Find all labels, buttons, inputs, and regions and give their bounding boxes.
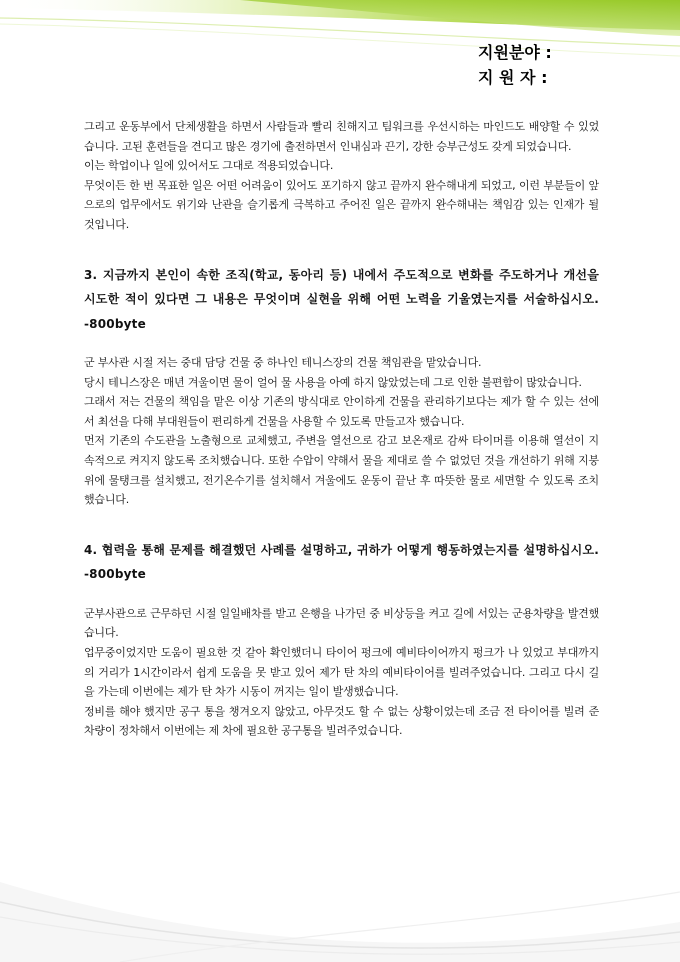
answer-3-paragraph: 먼저 기존의 수도관을 노출형으로 교체했고, 주변을 열선으로 감고 보온재로 감싸 타이머를 이용해 열선이 지속적으로 켜지지 않도록 조치했습니다. 또한 수압이 약해서 물을 제대로 쓸 수 없었던 것을 개선하기 위해 지붕 위에 물탱크를 설치했고, 전기온수기를 설치해서 겨울에도 운동이 끝난 후 따뜻한 물로 세면할 수 있도록 조치했습니다.	[84, 434, 599, 507]
field-label: 지원분야 :	[478, 43, 552, 62]
footer-decorative-waves	[0, 822, 680, 962]
applicant-label: 지 원 자 :	[478, 68, 548, 87]
document-body	[84, 117, 599, 741]
header-green-band	[0, 0, 680, 95]
answer-4-paragraph: 업무중이었지만 도움이 필요한 것 같아 확인했더니 타이어 펑크에 예비타이어까지 펑크가 나 있었고 부대까지의 거리가 1시간이라서 쉽게 도움을 못 받고 있어 제가 탄 차의 예비타이어를 빌려주었습니다. 그리고 다시 길을 가는데 이번에는 제가 탄 차가 시동이 꺼지는 일이 발생했습니다.	[84, 646, 599, 699]
question-4-title: 4. 협력을 통해 문제를 해결했던 사례를 설명하고, 귀하가 어떻게 행동하였는지를 설명하십시오. -800byte	[84, 542, 599, 582]
intro-paragraph: 이는 학업이나 일에 있어서도 그대로 적용되었습니다.	[84, 159, 334, 173]
answer-4-paragraph: 정비를 해야 했지만 공구 통을 챙겨오지 않았고, 아무것도 할 수 없는 상황이었는데 조금 전 타이어를 빌려 준 차량이 정차해서 이번에는 제 차에 필요한 공구통을 빌려주었습니다.	[84, 704, 599, 738]
intro-paragraph: 그리고 운동부에서 단체생활을 하면서 사람들과 빨리 친해지고 팀워크를 우선시하는 마인드도 배양할 수 있었습니다. 고된 훈련들을 견디고 많은 경기에 출전하면서 인내심과 끈기, 강한 승부근성도 갖게 되었습니다.	[84, 120, 599, 153]
answer-3-paragraph: 당시 테니스장은 매년 겨울이면 물이 얼어 물 사용을 아예 하지 않았었는데 그로 인한 불편함이 많았습니다.	[84, 375, 582, 389]
answer-3-paragraph: 그래서 저는 건물의 책임을 맡은 이상 기존의 방식대로 안이하게 건물을 관리하기보다는 제가 할 수 있는 선에서 최선을 다해 부대원들이 편리하게 건물을 사용할 수 있도록 만들고자 했습니다.	[84, 395, 599, 428]
intro-paragraph: 무엇이든 한 번 목표한 일은 어떤 어려움이 있어도 포기하지 않고 끝까지 완수해내게 되었고, 이런 부분들이 앞으로의 업무에서도 위기와 난관을 슬기롭게 극복하고 주어진 일은 끝까지 완수해내는 책임감 있는 인재가 될 것입니다.	[84, 178, 599, 231]
answer-4-paragraph: 군부사관으로 근무하던 시절 일일배차를 받고 은행을 나가던 중 비상등을 켜고 길에 서있는 군용차량을 발견했습니다.	[84, 606, 599, 640]
applicant-header	[478, 40, 552, 90]
answer-3-paragraph: 군 부사관 시절 저는 중대 담당 건물 중 하나인 테니스장의 건물 책임관을 맡았습니다.	[84, 356, 482, 370]
question-3-title: 3. 지금까지 본인이 속한 조직(학교, 동아리 등) 내에서 주도적으로 변화를 주도하거나 개선을 시도한 적이 있다면 그 내용은 무엇이며 실현을 위해 어떤 노력을 기울였는지를 서술하십시오. -800byte	[84, 267, 599, 331]
